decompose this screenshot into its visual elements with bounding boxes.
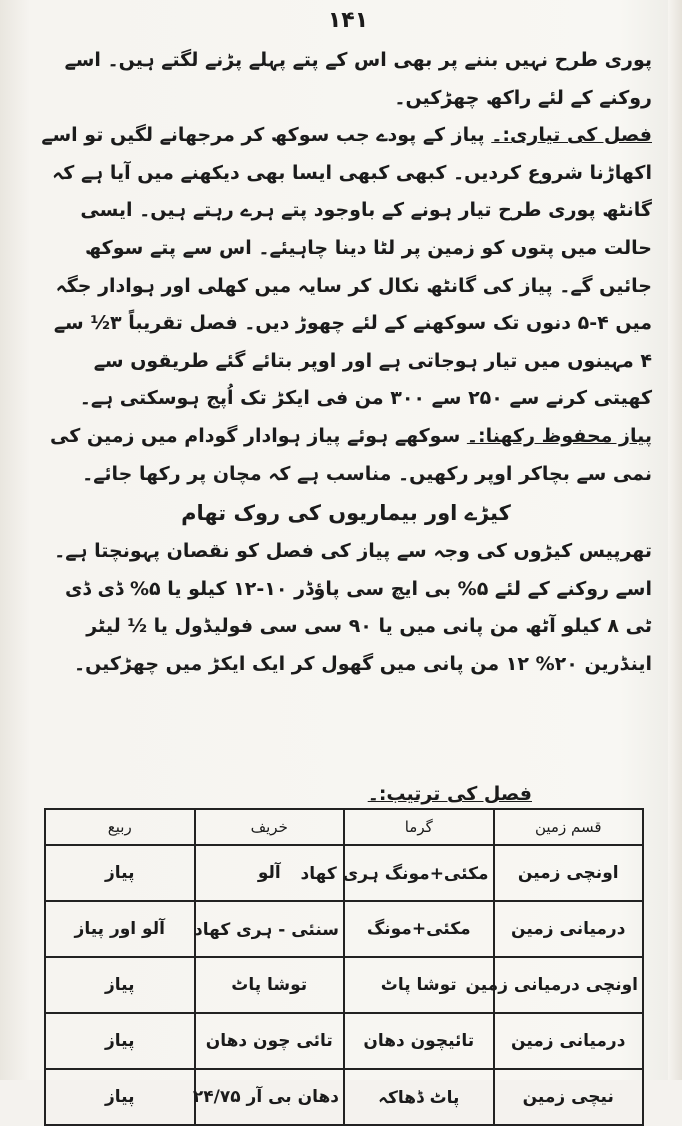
cell-kharif: تائی چون دھان bbox=[195, 1013, 345, 1069]
header-rabi: ربیع bbox=[45, 809, 195, 845]
table-header-row bbox=[45, 809, 643, 845]
cell-rabi: پیاز bbox=[45, 1013, 195, 1069]
paragraph-intro: پوری طرح نہیں بننے پر بھی اس کے پتے پہلے پڑنے لگتے ہیں۔ اسے روکنے کے لئے راکھ چھڑکیں۔ bbox=[64, 49, 652, 109]
harvest-label: فصل کی تیاری:۔ bbox=[491, 124, 652, 147]
table-row bbox=[45, 1069, 643, 1125]
header-kharif: خریف bbox=[195, 809, 345, 845]
body-text bbox=[40, 42, 652, 684]
cell-land-type: نیچی زمین bbox=[494, 1069, 644, 1125]
table-row bbox=[45, 845, 643, 901]
crop-rotation-table bbox=[44, 808, 644, 1126]
table-row bbox=[45, 957, 643, 1013]
page-edge-shadow bbox=[668, 0, 682, 1080]
header-land-type: قسم زمین bbox=[494, 809, 644, 845]
storage-text: سوکھے ہوئے پیاز ہوادار گودام میں زمین کی نمی سے بچاکر اوپر رکھیں۔ مناسب ہے کہ مچان پر رکھا جائے۔ bbox=[50, 424, 652, 485]
paragraph-pests: تھرپیس کیڑوں کی وجہ سے پیاز کی فصل کو نقصان پہونچتا ہے۔ اسے روکنے کے لئے ۵% بی ایچ سی پاؤڈر ۱۰-۱۲ کیلو یا ۵% ڈی ڈی ٹی ۸ کیلو آٹھ من پانی میں یا ۹۰ سی سی فولیڈول یا ½ لیٹر اینڈرین ۲۰% ۱۲ من پانی میں گھول کر ایک ایکڑ میں چھڑکیں۔ bbox=[54, 540, 652, 675]
paragraph-harvest bbox=[40, 117, 652, 418]
table-row bbox=[45, 1013, 643, 1069]
cell-land-type: درمیانی زمین bbox=[494, 901, 644, 957]
cell-summer: مکئی+مونگ ہری کھاد bbox=[344, 845, 494, 901]
cell-rabi: پیاز bbox=[45, 957, 195, 1013]
cell-summer: توشا پاٹ bbox=[344, 957, 494, 1013]
cell-rabi: پیاز bbox=[45, 845, 195, 901]
cell-rabi: پیاز bbox=[45, 1069, 195, 1125]
cell-kharif: دھان بی آر ۲۴/۷۵ bbox=[195, 1069, 345, 1125]
cell-summer: تائیچون دھان bbox=[344, 1013, 494, 1069]
cell-land-type: اونچی زمین bbox=[494, 845, 644, 901]
storage-label: پیاز محفوظ رکھنا:۔ bbox=[466, 424, 652, 447]
cell-kharif: توشا پاٹ bbox=[195, 957, 345, 1013]
page-number: ۱۴۱ bbox=[327, 8, 369, 33]
section-heading: کیڑے اور بیماریوں کی روک تھام bbox=[181, 501, 511, 526]
cell-kharif: سنئی - ہری کھاد bbox=[195, 901, 345, 957]
header-summer: گرما bbox=[344, 809, 494, 845]
cell-rabi: آلو اور پیاز bbox=[45, 901, 195, 957]
paragraph-storage bbox=[40, 418, 652, 493]
cell-kharif: آلو bbox=[195, 845, 345, 901]
cell-land-type: اونچی درمیانی زمین bbox=[494, 957, 644, 1013]
table-caption-row bbox=[40, 780, 652, 808]
cell-land-type: درمیانی زمین bbox=[494, 1013, 644, 1069]
harvest-text: پیاز کے پودے جب سوکھ کر مرجھانے لگیں تو اسے اکھاڑنا شروع کردیں۔ کبھی کبھی ایسا بھی دیکھنے میں آیا ہے کہ گانٹھ پوری طرح تیار ہونے کے باوجود پتے ہرے رہتے ہیں۔ ایسی حالت میں پتوں کو زمین پر لٹا دینا چاہیئے۔ اس سے پتے سوکھ جائیں گے۔ پیاز کی گانٹھ نکال کر سایہ میں کھلی اور ہوادار جگہ میں ۴-۵ دنوں تک سوکھنے کے لئے چھوڑ دیں۔ فصل تقریباً ۳½ سے ۴ مہینوں میں تیار ہوجاتی ہے اور اوپر بتائے گئے طریقوں سے کھیتی کرنے سے ۲۵۰ سے ۳۰۰ من فی ایکڑ تک اُپج ہوسکتی ہے۔ bbox=[41, 124, 652, 410]
table-row bbox=[45, 901, 643, 957]
cell-summer: پاٹ ڈھاکہ bbox=[344, 1069, 494, 1125]
table-caption: فصل کی ترتیب:۔ bbox=[367, 783, 532, 805]
cell-summer: مکئی+مونگ bbox=[344, 901, 494, 957]
